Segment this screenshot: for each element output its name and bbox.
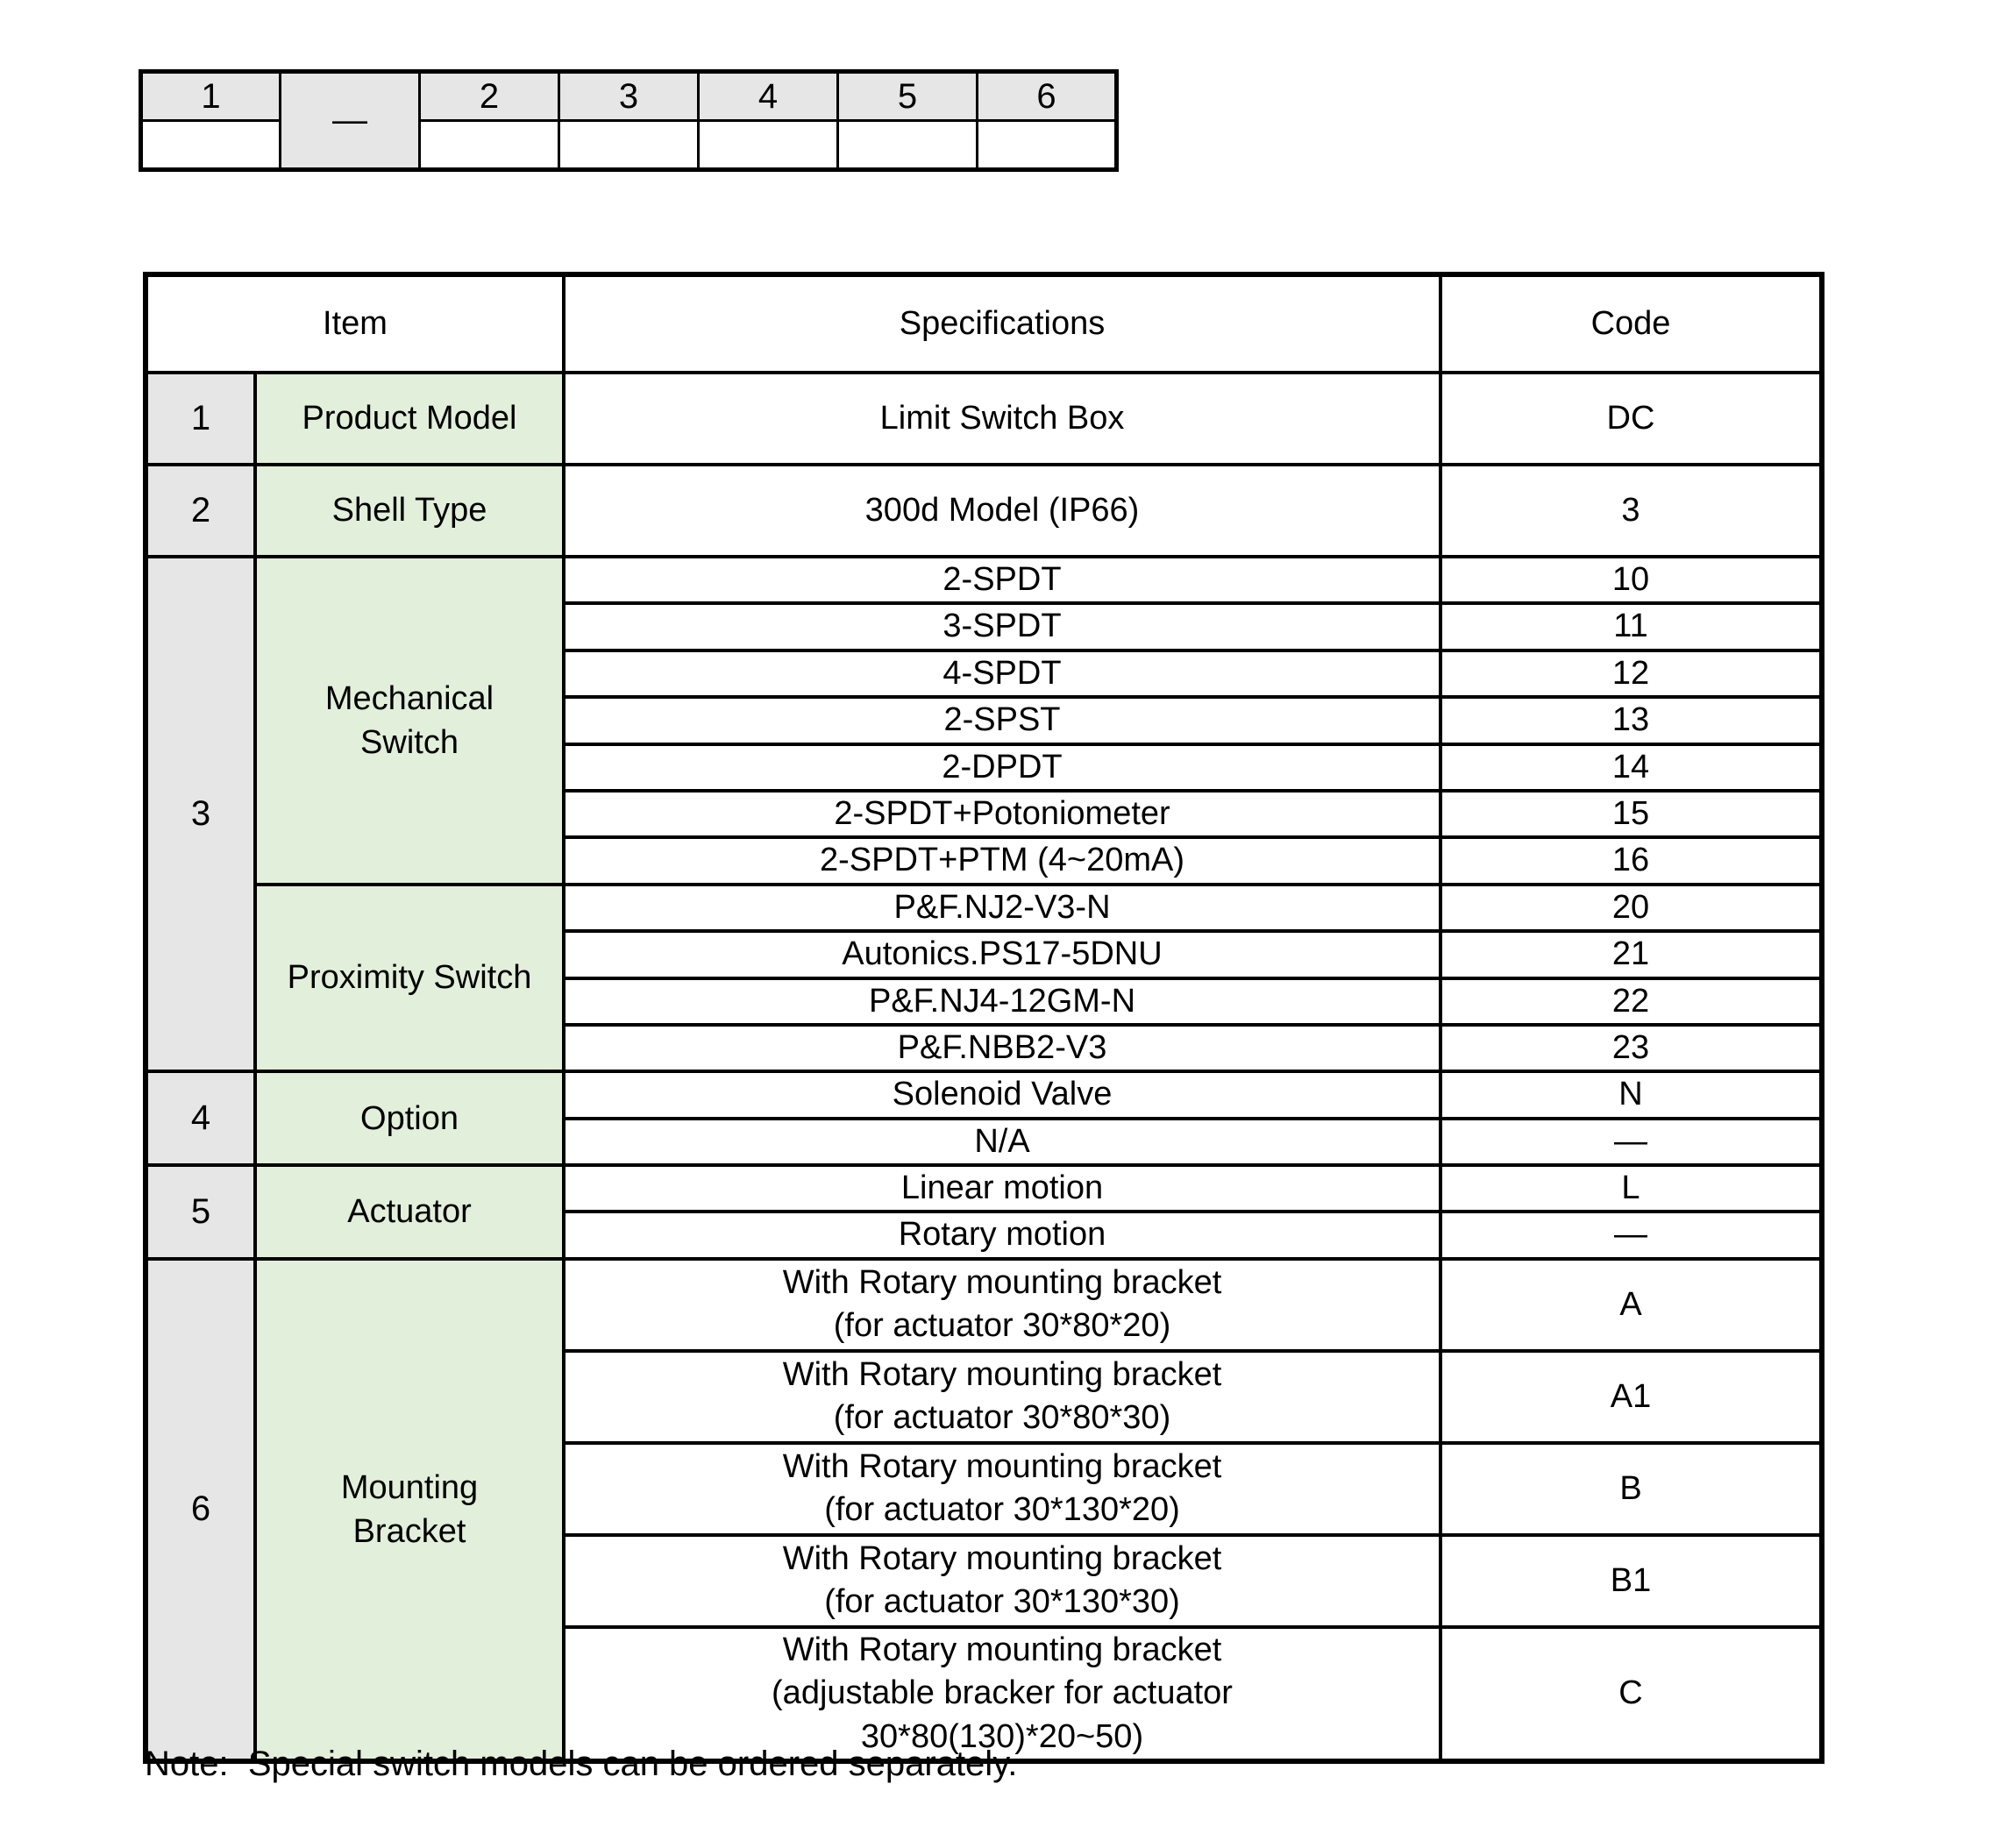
item-name-cell: Mechanical Switch: [255, 557, 564, 885]
code-entry-cell: [559, 121, 699, 170]
header-item: Item: [146, 274, 564, 373]
header-specifications: Specifications: [564, 274, 1440, 373]
code-cell: N: [1440, 1071, 1822, 1118]
code-cell: DC: [1440, 373, 1822, 465]
code-cell: 14: [1440, 744, 1822, 791]
code-cell: —: [1440, 1119, 1822, 1165]
code-cell: 22: [1440, 978, 1822, 1025]
code-entry-cell: [420, 121, 559, 170]
spec-cell: 300d Model (IP66): [564, 465, 1440, 557]
spec-cell: N/A: [564, 1119, 1440, 1165]
code-cell: 3: [1440, 465, 1822, 557]
item-number-cell: 5: [146, 1165, 255, 1259]
code-position-cell: 4: [699, 72, 838, 121]
note-text: Note: Special switch models can be ordered separately.: [145, 1745, 1018, 1783]
code-entry-cell: [838, 121, 978, 170]
table-row: [146, 557, 1822, 603]
code-entry-cell: [978, 121, 1117, 170]
spec-cell: 3-SPDT: [564, 603, 1440, 650]
table-row: [146, 1165, 1822, 1212]
item-name-cell: Proximity Switch: [255, 885, 564, 1072]
spec-cell: With Rotary mounting bracket (for actuator 30*80*30): [564, 1351, 1440, 1443]
table-row: [146, 1071, 1822, 1118]
code-cell: 20: [1440, 885, 1822, 931]
code-cell: A1: [1440, 1351, 1822, 1443]
code-position-cell: 6: [978, 72, 1117, 121]
code-cell: 11: [1440, 603, 1822, 650]
code-cell: C: [1440, 1627, 1822, 1761]
item-number-cell: 6: [146, 1259, 255, 1761]
spec-cell: With Rotary mounting bracket (adjustable bracker for actuator 30*80(130)*20~50): [564, 1627, 1440, 1761]
code-cell: 21: [1440, 931, 1822, 977]
item-name-cell: Shell Type: [255, 465, 564, 557]
item-name-cell: Actuator: [255, 1165, 564, 1259]
item-name-cell: Product Model: [255, 373, 564, 465]
code-cell: A: [1440, 1259, 1822, 1351]
spec-cell: 2-DPDT: [564, 744, 1440, 791]
item-number-cell: 3: [146, 557, 255, 1071]
table-row: [146, 373, 1822, 465]
spec-cell: With Rotary mounting bracket (for actuator 30*130*30): [564, 1535, 1440, 1627]
code-cell: 13: [1440, 697, 1822, 743]
code-cell: 12: [1440, 650, 1822, 697]
code-entry-cell: [699, 121, 838, 170]
table-row: [146, 885, 1822, 931]
spec-cell: 4-SPDT: [564, 650, 1440, 697]
spec-cell: Linear motion: [564, 1165, 1440, 1212]
code-cell: —: [1440, 1212, 1822, 1258]
spec-cell: 2-SPDT+Potoniometer: [564, 791, 1440, 837]
code-cell: 10: [1440, 557, 1822, 603]
spec-cell: 2-SPDT+PTM (4~20mA): [564, 837, 1440, 884]
ordering-specs-table: [143, 272, 1825, 1764]
spec-cell: Autonics.PS17-5DNU: [564, 931, 1440, 977]
code-position-cell: 5: [838, 72, 978, 121]
item-number-cell: 2: [146, 465, 255, 557]
spec-cell: Solenoid Valve: [564, 1071, 1440, 1118]
code-cell: 16: [1440, 837, 1822, 884]
header-code: Code: [1440, 274, 1822, 373]
code-cell: L: [1440, 1165, 1822, 1212]
code-cell: B: [1440, 1443, 1822, 1535]
spec-cell: With Rotary mounting bracket (for actuator 30*130*20): [564, 1443, 1440, 1535]
code-separator-cell: —: [281, 72, 420, 170]
spec-cell: 2-SPST: [564, 697, 1440, 743]
item-number-cell: 4: [146, 1071, 255, 1165]
item-name-cell: Mounting Bracket: [255, 1259, 564, 1761]
code-entry-cell: [141, 121, 281, 170]
item-name-cell: Option: [255, 1071, 564, 1165]
spec-cell: P&F.NBB2-V3: [564, 1025, 1440, 1071]
code-position-cell: 1: [141, 72, 281, 121]
code-cell: B1: [1440, 1535, 1822, 1627]
code-position-cell: 2: [420, 72, 559, 121]
code-position-cell: 3: [559, 72, 699, 121]
table-row: [146, 1259, 1822, 1351]
ordering-code-builder-table: [139, 69, 1119, 172]
spec-cell: 2-SPDT: [564, 557, 1440, 603]
spec-cell: Limit Switch Box: [564, 373, 1440, 465]
spec-cell: P&F.NJ2-V3-N: [564, 885, 1440, 931]
item-number-cell: 1: [146, 373, 255, 465]
table-row: [146, 465, 1822, 557]
code-cell: 23: [1440, 1025, 1822, 1071]
spec-cell: Rotary motion: [564, 1212, 1440, 1258]
code-cell: 15: [1440, 791, 1822, 837]
header-row: [146, 274, 1822, 373]
spec-cell: With Rotary mounting bracket (for actuator 30*80*20): [564, 1259, 1440, 1351]
spec-cell: P&F.NJ4-12GM-N: [564, 978, 1440, 1025]
